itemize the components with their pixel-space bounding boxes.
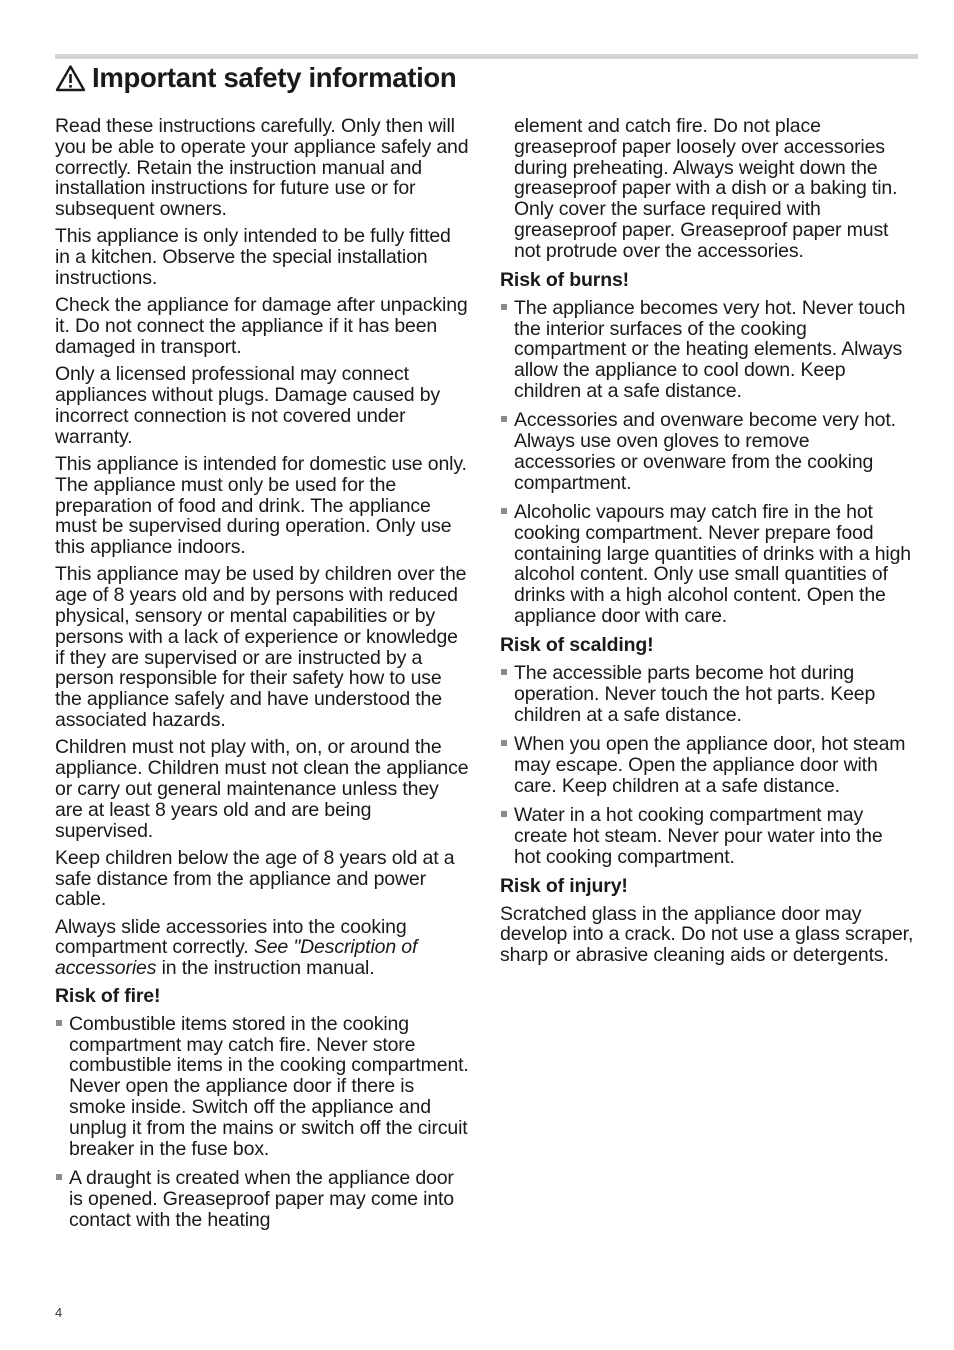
- accessories-note-text: Always slide accessories into the cooking compartment correctly.: [55, 915, 407, 959]
- list-item-text: A draught is created when the appliance door is opened. Greaseproof paper may come into contact with the heating: [69, 1166, 455, 1231]
- list-item-text: Alcoholic vapours may catch fire in the hot cooking compartment. Never prepare food containing large quantities of drinks with a high alcohol content. Only use small quantities of drinks with a high alcohol content. Open the appliance door with care.: [514, 501, 911, 628]
- list-item-text: Water in a hot cooking compartment may create hot steam. Never pour water into the hot cooking compartment.: [514, 803, 883, 868]
- intro-paragraph: Keep children below the age of 8 years old at a safe distance from the appliance and power cable.: [55, 846, 455, 911]
- fire-item-continued: element and catch fire. Do not place greaseproof paper loosely over accessories during preheating. Always weight down the greaseproof paper with a dish or a baking tin. Only cover the surface required with greaseproof paper. Greaseproof paper must not protrude over the accessories.: [514, 115, 898, 262]
- intro-paragraph: This appliance is only intended to be fully fitted in a kitchen. Observe the special installation instructions.: [55, 225, 451, 290]
- intro-paragraph: Only a licensed professional may connect appliances without plugs. Damage caused by incorrect connection is not covered under warranty.: [55, 363, 441, 448]
- list-item: [500, 663, 914, 725]
- list-item: [500, 734, 914, 796]
- list-item: [500, 805, 914, 867]
- page-number: 4: [55, 1305, 63, 1320]
- bullet-icon: [501, 740, 507, 746]
- list-item-text: Accessories and ovenware become very hot. Always use oven gloves to remove accessories or ovenware from the cooking compartment.: [514, 409, 896, 494]
- accessories-note: [55, 917, 469, 979]
- bullet-icon: [56, 1174, 62, 1180]
- top-rule: [55, 54, 918, 59]
- right-column: [500, 116, 914, 972]
- list-item: [500, 502, 914, 627]
- list-item-text: The appliance becomes very hot. Never touch the interior surfaces of the cooking compartment or the heating elements. Always allow the appliance to cool down. Keep children at a safe distance.: [514, 296, 906, 403]
- warning-triangle-icon: [55, 64, 86, 92]
- list-item: [55, 1014, 469, 1160]
- scalding-list: [500, 663, 914, 867]
- intro-paragraph: Children must not play with, on, or around the appliance. Children must not clean the appliance or carry out general maintenance unless they are at least 8 years old and are being supervised.: [55, 736, 469, 842]
- fire-list: [55, 1014, 469, 1230]
- list-item: [500, 298, 914, 402]
- intro-paragraph: This appliance is intended for domestic use only. The appliance must only be used for the preparation of food and drink. The appliance must be supervised during operation. Only use this appliance indoors.: [55, 452, 467, 559]
- list-item: [500, 410, 914, 493]
- injury-paragraph: Scratched glass in the appliance door may develop into a crack. Do not use a glass scraper, sharp or abrasive cleaning aids or detergents.: [500, 902, 914, 967]
- accessories-cross-reference: See "Description of accessories: [55, 936, 418, 980]
- bullet-icon: [501, 811, 507, 817]
- burns-list: [500, 298, 914, 627]
- injury-heading: Risk of injury!: [500, 874, 628, 897]
- intro-paragraph: Check the appliance for damage after unpacking it. Do not connect the appliance if it has been damaged in transport.: [55, 294, 468, 358]
- list-item: [55, 1168, 469, 1230]
- list-item-text: When you open the appliance door, hot steam may escape. Open the appliance door with care. Keep children at a safe distance.: [514, 733, 906, 797]
- intro-paragraph: This appliance may be used by children over the age of 8 years old and by persons with reduced physical, sensory or mental capabilities or by persons with a lack of experience or knowledge if they are supervised or are instructed by a person responsible for their safety how to use the appliance safely and have understood the associated hazards.: [55, 563, 467, 732]
- scalding-heading: Risk of scalding!: [500, 634, 654, 657]
- bullet-icon: [501, 669, 507, 675]
- accessories-note-suffix: in the instruction manual.: [161, 957, 375, 980]
- fire-heading: Risk of fire!: [55, 985, 161, 1008]
- bullet-icon: [56, 1020, 62, 1026]
- page-title-text: Important safety information: [92, 62, 457, 93]
- page-title: [55, 60, 456, 96]
- bullet-icon: [501, 304, 507, 310]
- bullet-icon: [501, 416, 507, 422]
- left-column: [55, 116, 469, 1239]
- list-item-text: The accessible parts become hot during operation. Never touch the hot parts. Keep children at a safe distance.: [514, 662, 876, 726]
- list-item-text: Combustible items stored in the cooking compartment may catch fire. Never store combustible items in the cooking compartment. Never open the appliance door if there is smoke inside. Switch off the appliance and unplug it from the mains or switch off the circuit breaker in the fuse box.: [69, 1012, 469, 1160]
- bullet-icon: [501, 508, 507, 514]
- intro-paragraph: Read these instructions carefully. Only then will you be able to operate your appliance safely and correctly. Retain the instruction manual and installation instructions for future use or for subsequent owners.: [55, 115, 469, 221]
- burns-heading: Risk of burns!: [500, 269, 629, 292]
